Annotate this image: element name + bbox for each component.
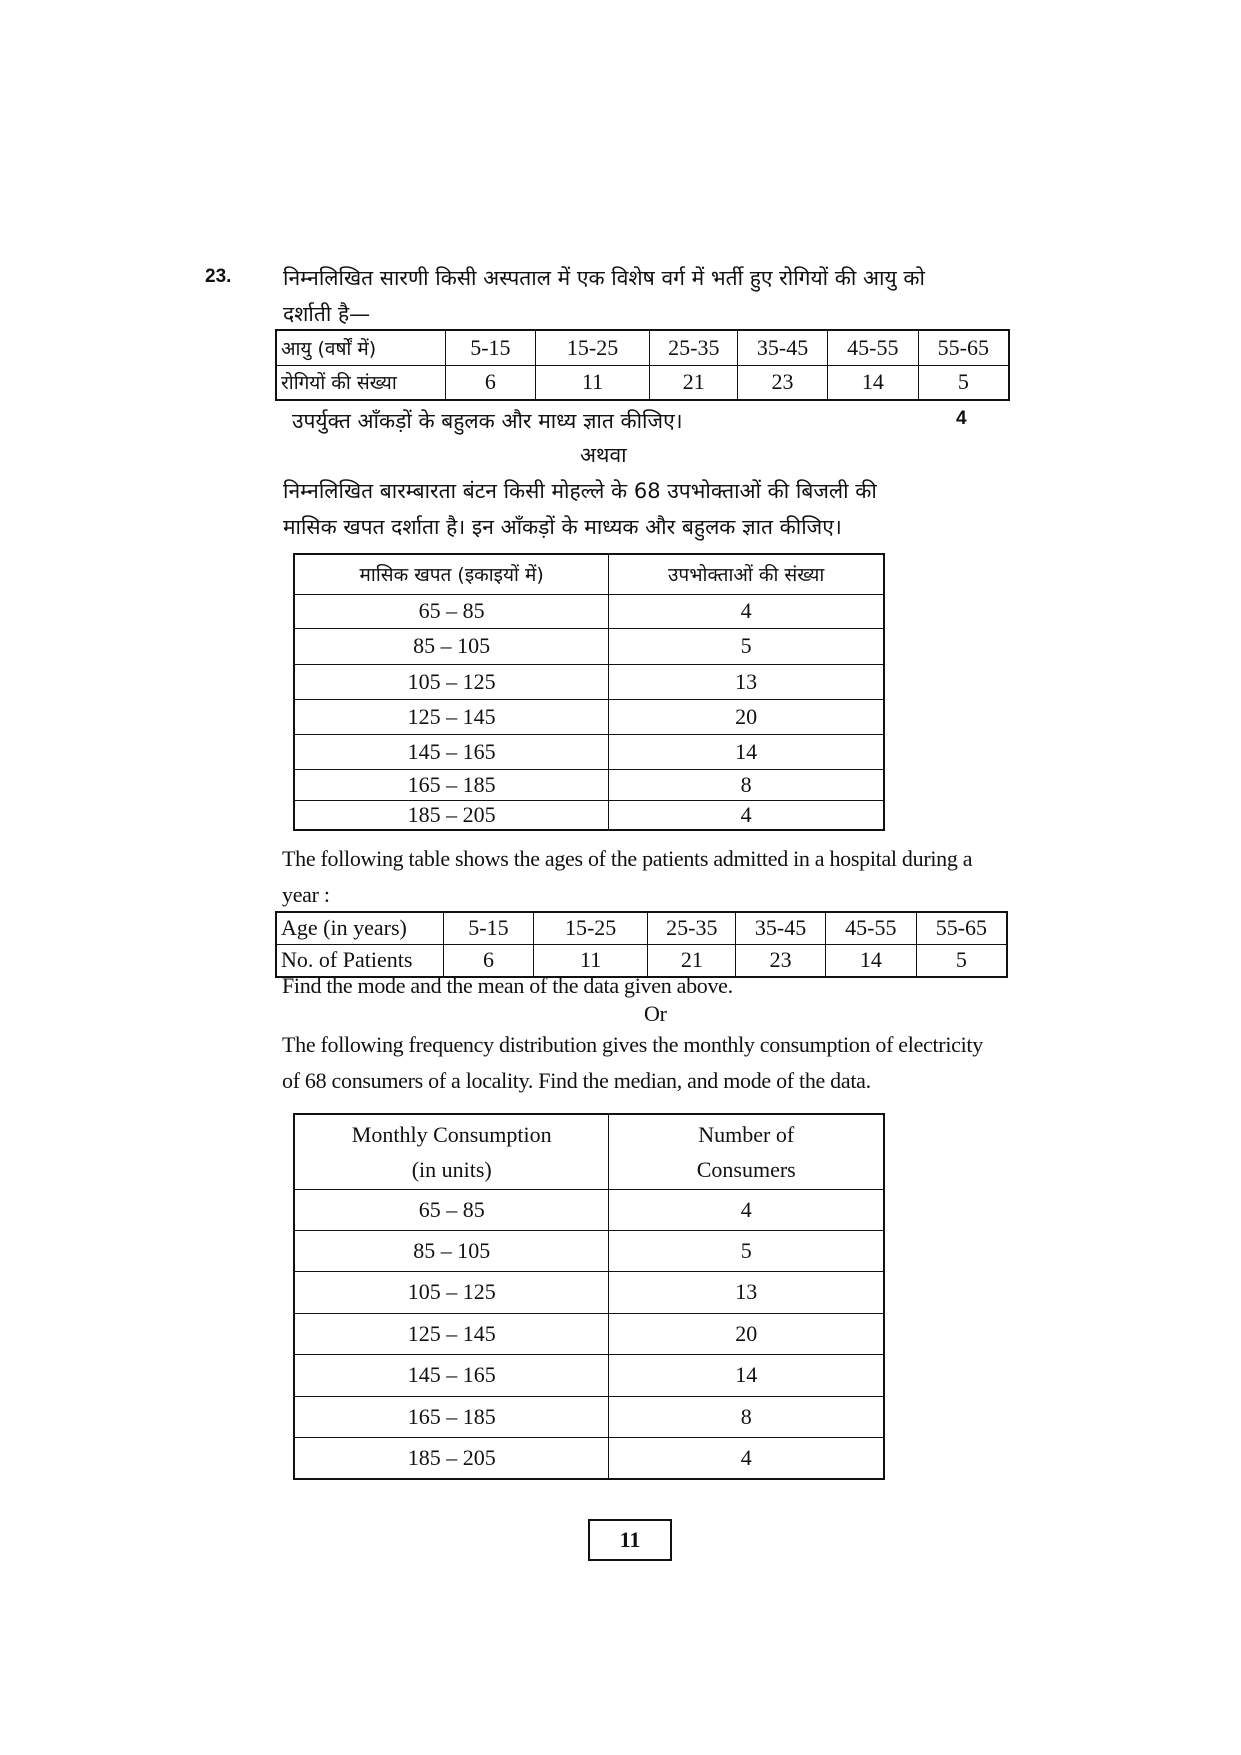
hindi-col1-header: मासिक खपत (इकाइयों में) — [294, 554, 609, 594]
age-class: 45-55 — [827, 330, 918, 365]
age-class: 35-45 — [738, 330, 828, 365]
consumer-count: 4 — [609, 800, 884, 830]
table-row — [294, 1354, 884, 1396]
consumption-range: 105 – 125 — [294, 1271, 609, 1313]
col2-header-line1: Number of — [698, 1121, 795, 1147]
consumer-count: 4 — [609, 1189, 884, 1230]
english-instruction: Find the mode and the mean of the data given above. — [282, 973, 733, 998]
consumer-count: 20 — [609, 1313, 884, 1354]
consumption-range: 65 – 85 — [294, 1189, 609, 1230]
patient-count: 14 — [825, 944, 916, 977]
table-row — [294, 1271, 884, 1313]
page-number: 11 — [588, 1519, 672, 1561]
consumer-count: 8 — [609, 769, 884, 800]
age-class: 15-25 — [533, 912, 648, 944]
hindi-patients-row — [276, 365, 1009, 400]
patient-count: 6 — [444, 944, 534, 977]
table-row — [294, 628, 884, 664]
english-age-label: Age (in years) — [276, 912, 444, 944]
col2-header-line2: Consumers — [696, 1156, 796, 1182]
hindi-alt-line1: निम्नलिखित बारम्बारता बंटन किसी मोहल्ले के 68 उपभोक्ताओं की बिजली की — [283, 479, 877, 503]
consumer-count: 4 — [609, 594, 884, 628]
table-row — [294, 1230, 884, 1271]
patient-count: 6 — [446, 365, 536, 400]
english-col2-header — [609, 1114, 884, 1189]
consumer-count: 5 — [609, 628, 884, 664]
table-row — [294, 1189, 884, 1230]
marks: 4 — [956, 408, 967, 429]
table-row — [294, 800, 884, 830]
consumption-range: 65 – 85 — [294, 594, 609, 628]
hindi-age-table — [275, 329, 1010, 401]
age-class: 25-35 — [648, 912, 736, 944]
hindi-intro-line1: निम्नलिखित सारणी किसी अस्पताल में एक विशेष वर्ग में भर्ती हुए रोगियों की आयु को — [283, 266, 925, 290]
table-row — [294, 1437, 884, 1479]
hindi-consumption-header — [294, 554, 884, 594]
consumer-count: 8 — [609, 1396, 884, 1437]
patient-count: 5 — [916, 944, 1007, 977]
table-row — [294, 769, 884, 800]
hindi-age-row — [276, 330, 1009, 365]
english-col1-header — [294, 1114, 609, 1189]
english-age-row — [276, 912, 1007, 944]
patient-count: 23 — [736, 944, 826, 977]
col1-header-line1: Monthly Consumption — [351, 1121, 552, 1147]
english-consumption-header — [294, 1114, 884, 1189]
consumption-range: 145 – 165 — [294, 734, 609, 769]
patient-count: 21 — [650, 365, 738, 400]
consumption-range: 185 – 205 — [294, 800, 609, 830]
consumption-range: 85 – 105 — [294, 1230, 609, 1271]
consumption-range: 165 – 185 — [294, 1396, 609, 1437]
english-consumption-table — [293, 1113, 885, 1480]
table-row — [294, 664, 884, 699]
patient-count: 23 — [738, 365, 828, 400]
table-row — [294, 734, 884, 769]
patient-count: 11 — [535, 365, 650, 400]
consumption-range: 145 – 165 — [294, 1354, 609, 1396]
consumption-range: 105 – 125 — [294, 664, 609, 699]
table-row — [294, 594, 884, 628]
consumption-range: 125 – 145 — [294, 699, 609, 734]
consumption-range: 165 – 185 — [294, 769, 609, 800]
patient-count: 11 — [533, 944, 648, 977]
hindi-alt-line2: मासिक खपत दर्शाता है। इन आँकड़ों के माध्यक और बहुलक ज्ञात कीजिए। — [283, 515, 842, 539]
age-class: 15-25 — [535, 330, 650, 365]
age-class: 55-65 — [918, 330, 1009, 365]
consumption-range: 85 – 105 — [294, 628, 609, 664]
english-patients-label: No. of Patients — [276, 944, 444, 977]
table-row — [294, 699, 884, 734]
english-intro-line2: year : — [282, 882, 330, 907]
consumption-range: 185 – 205 — [294, 1437, 609, 1479]
patient-count: 5 — [918, 365, 1009, 400]
english-or: Or — [644, 1001, 667, 1026]
hindi-instruction: उपर्युक्त आँकड़ों के बहुलक और माध्य ज्ञात कीजिए। — [292, 409, 683, 433]
hindi-consumption-table — [293, 553, 885, 831]
hindi-or: अथवा — [580, 443, 627, 467]
hindi-age-label: आयु (वर्षों में) — [276, 330, 446, 365]
age-class: 35-45 — [736, 912, 826, 944]
patient-count: 14 — [827, 365, 918, 400]
age-class: 25-35 — [650, 330, 738, 365]
consumer-count: 14 — [609, 734, 884, 769]
consumption-range: 125 – 145 — [294, 1313, 609, 1354]
col1-header-line2: (in units) — [411, 1156, 492, 1182]
question-number: 23. — [205, 266, 232, 287]
consumer-count: 20 — [609, 699, 884, 734]
age-class: 45-55 — [825, 912, 916, 944]
consumer-count: 13 — [609, 664, 884, 699]
consumer-count: 13 — [609, 1271, 884, 1313]
consumer-count: 4 — [609, 1437, 884, 1479]
table-row — [294, 1313, 884, 1354]
hindi-col2-header: उपभोक्ताओं की संख्या — [609, 554, 884, 594]
age-class: 55-65 — [916, 912, 1007, 944]
english-alt-line2: of 68 consumers of a locality. Find the median, and mode of the data. — [282, 1068, 871, 1093]
hindi-patients-label: रोगियों की संख्या — [276, 365, 446, 400]
patient-count: 21 — [648, 944, 736, 977]
age-class: 5-15 — [444, 912, 534, 944]
english-intro-line1: The following table shows the ages of the patients admitted in a hospital during a — [282, 846, 973, 871]
hindi-intro-line2: दर्शाती है— — [283, 302, 371, 326]
consumer-count: 14 — [609, 1354, 884, 1396]
age-class: 5-15 — [446, 330, 536, 365]
consumer-count: 5 — [609, 1230, 884, 1271]
english-alt-line1: The following frequency distribution gives the monthly consumption of electricity — [282, 1032, 983, 1057]
table-row — [294, 1396, 884, 1437]
